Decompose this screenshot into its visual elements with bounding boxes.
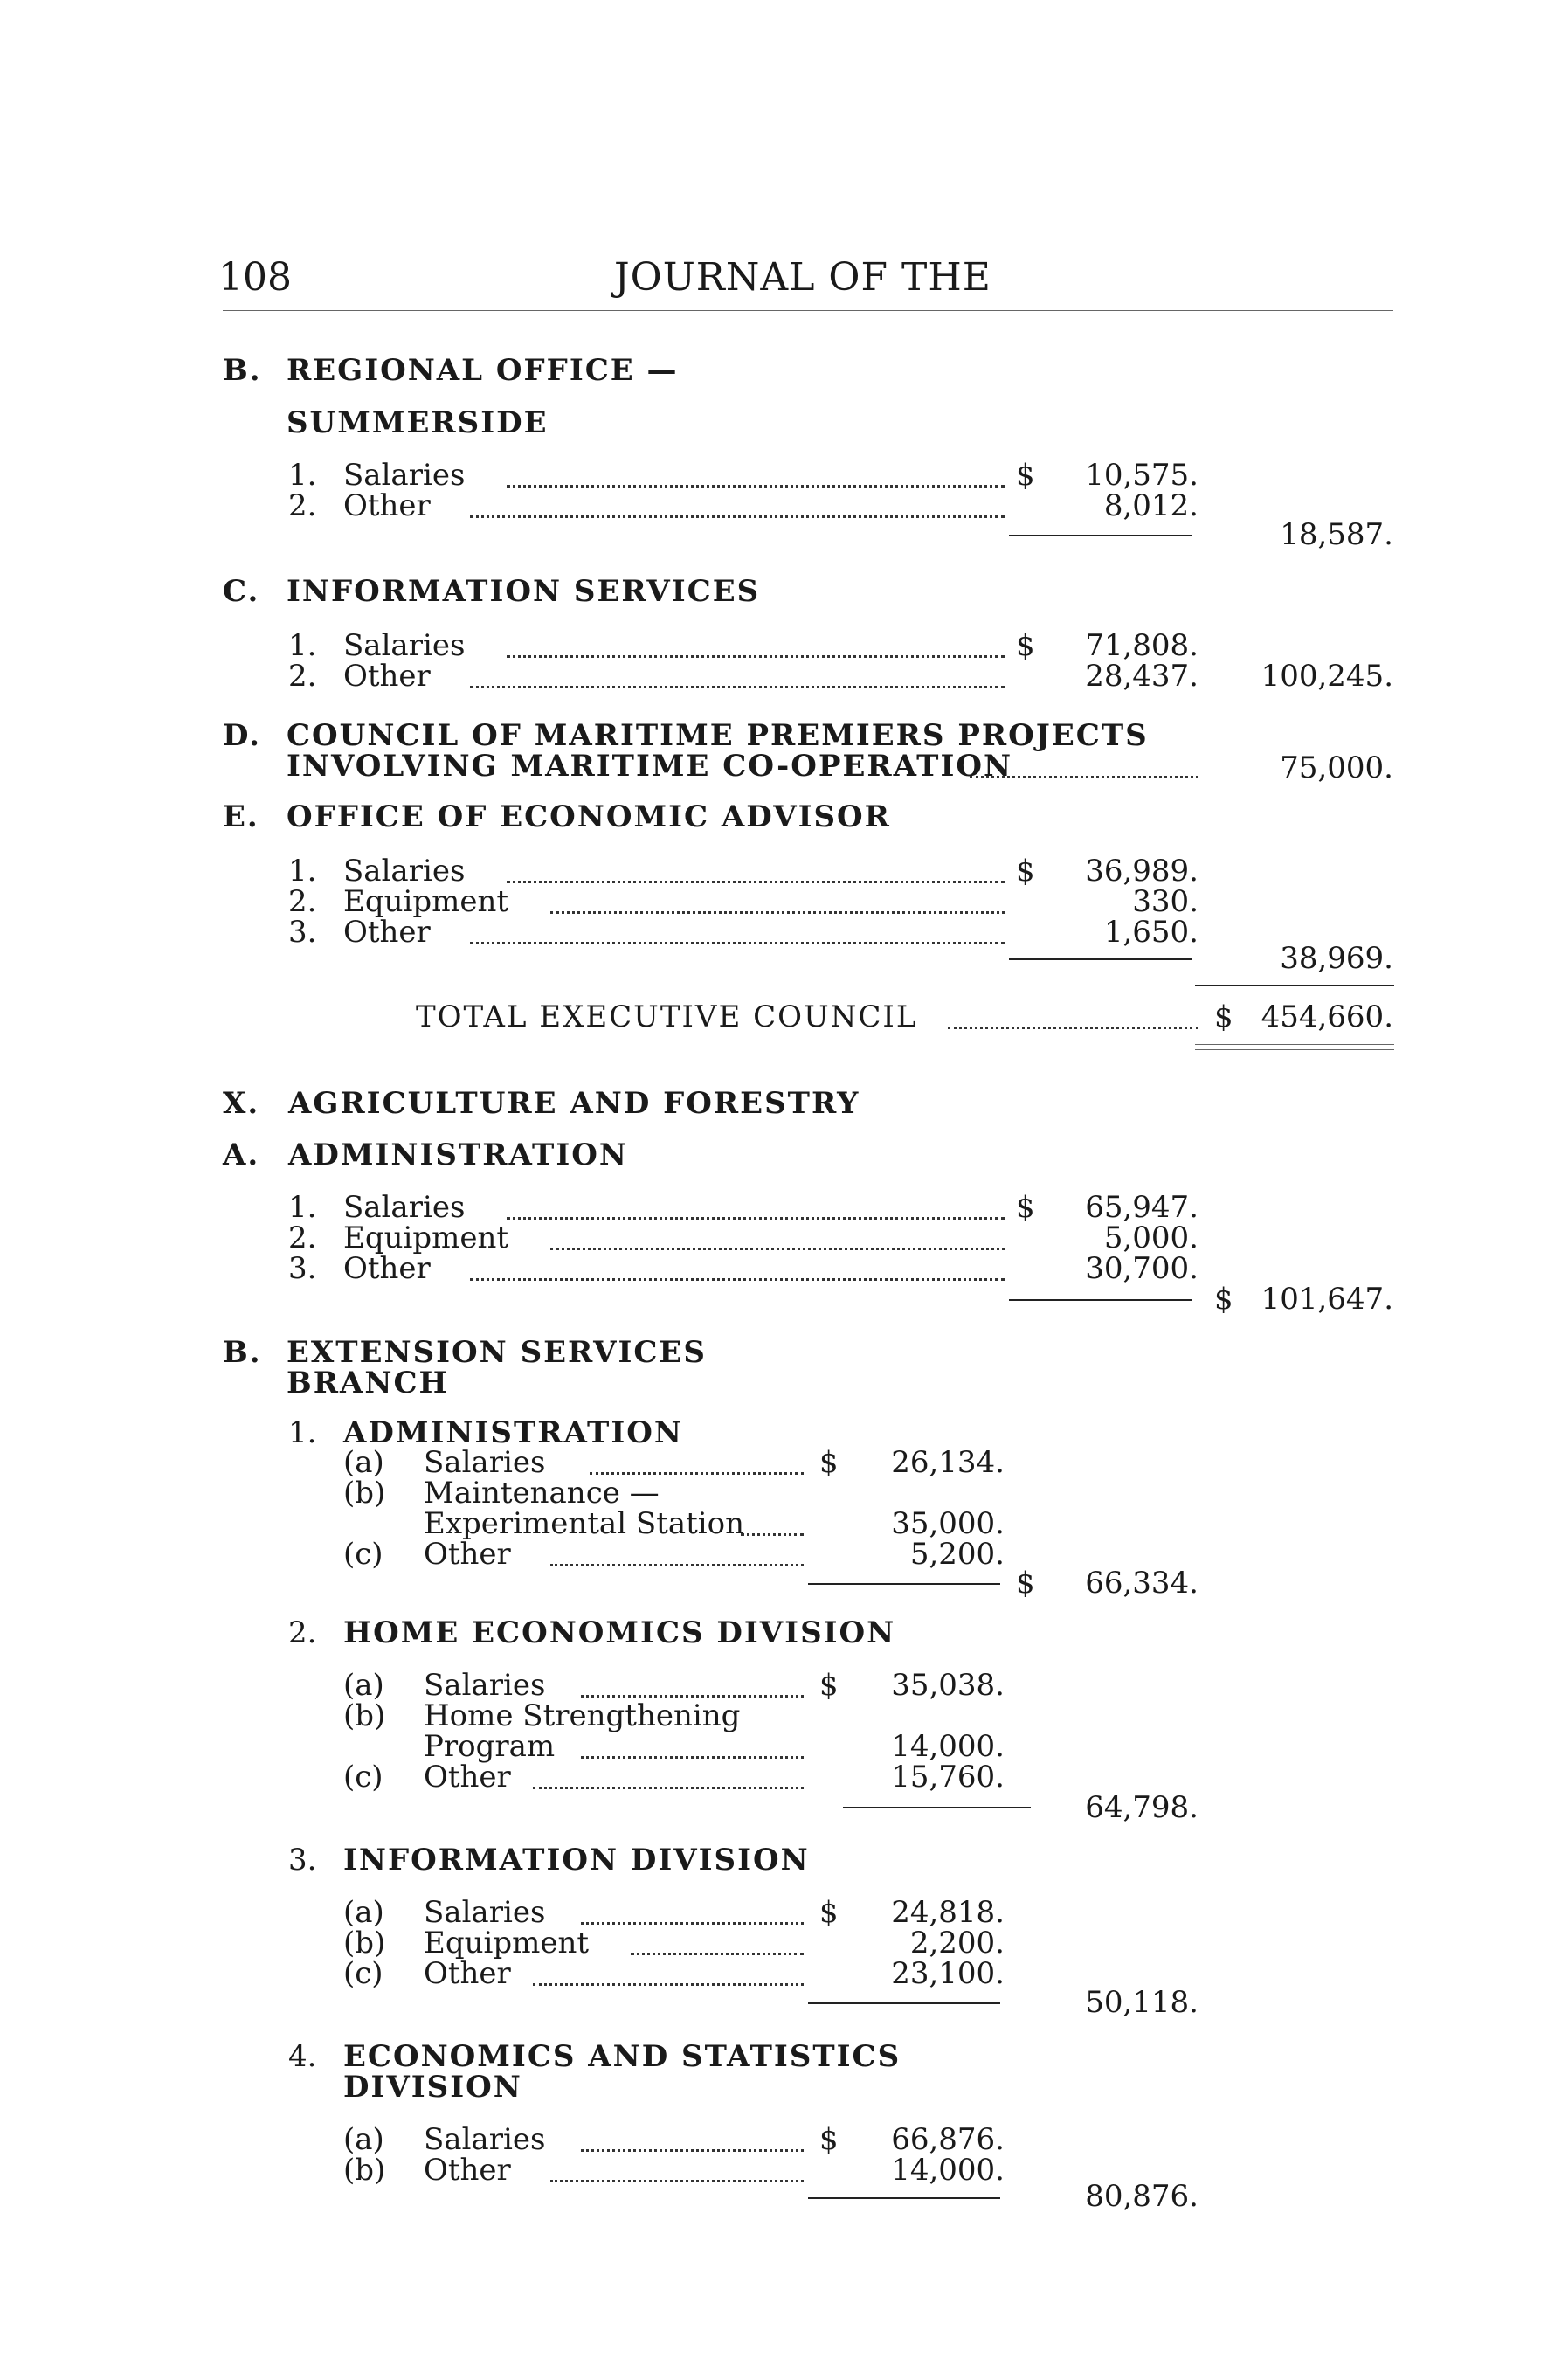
item-number: (c)	[343, 1956, 383, 1991]
dollar-sign: $	[1016, 1566, 1035, 1601]
dot-leader	[581, 2149, 804, 2152]
item-amount: 24,818.	[891, 1895, 1005, 1930]
section-letter: E.	[223, 799, 259, 834]
double-rule	[1195, 1044, 1394, 1045]
item-label-continued: Experimental Station	[424, 1506, 745, 1541]
item-amount: 66,876.	[891, 2122, 1005, 2157]
dot-leader	[970, 776, 1198, 778]
item-amount: 5,000.	[1103, 1221, 1198, 1255]
item-number: (c)	[343, 1760, 383, 1794]
item-amount: 15,760.	[891, 1760, 1005, 1794]
dollar-sign: $	[1214, 999, 1233, 1034]
item-label-continued: Program	[424, 1729, 556, 1764]
dot-leader	[550, 2180, 804, 2182]
item-number: (a)	[343, 1895, 384, 1930]
section-title: EXTENSION SERVICES	[287, 1335, 707, 1370]
subsection-number: 1.	[288, 1415, 317, 1450]
dot-leader	[631, 1953, 804, 1955]
item-number: 3.	[288, 1251, 317, 1286]
dot-leader	[507, 1217, 1005, 1220]
dot-leader	[470, 515, 1005, 518]
dot-leader	[550, 1248, 1005, 1250]
subsection-total: 64,798.	[1085, 1790, 1198, 1825]
item-label: Salaries	[424, 1668, 546, 1703]
dot-leader	[948, 1027, 1198, 1029]
item-label: Equipment	[424, 1926, 590, 1960]
item-amount: 36,989.	[1085, 854, 1198, 889]
subtotal-rule	[808, 2002, 1000, 2004]
section-letter: A.	[223, 1138, 260, 1172]
item-number: 2.	[288, 884, 317, 919]
item-label: Other	[424, 2153, 511, 2188]
subsection-number: 4.	[288, 2039, 317, 2074]
item-amount: 35,000.	[891, 1506, 1005, 1541]
item-number: 1.	[288, 458, 317, 493]
subsection-title: ADMINISTRATION	[343, 1415, 683, 1450]
dot-leader	[581, 1922, 804, 1925]
subtotal-rule	[1009, 1299, 1192, 1301]
item-amount: 71,808.	[1085, 628, 1198, 663]
dot-leader	[470, 1278, 1005, 1281]
item-number: (b)	[343, 1476, 386, 1511]
item-amount: 1,650.	[1103, 915, 1198, 950]
item-label: Other	[343, 1251, 431, 1286]
section-title: OFFICE OF ECONOMIC ADVISOR	[287, 799, 891, 834]
item-label: Equipment	[343, 1221, 509, 1255]
item-number: (b)	[343, 1926, 386, 1960]
item-number: (b)	[343, 1698, 386, 1733]
item-number: (c)	[343, 1537, 383, 1572]
item-label: Maintenance —	[424, 1476, 660, 1511]
grand-total-label: TOTAL EXECUTIVE COUNCIL	[416, 999, 918, 1034]
section-total: 18,587.	[1280, 517, 1393, 552]
item-label: Salaries	[343, 1190, 466, 1225]
header-rule	[223, 310, 1393, 311]
grand-total-amount: 454,660.	[1261, 999, 1393, 1034]
section-title: INFORMATION SERVICES	[287, 574, 761, 609]
section-total: 101,647.	[1261, 1282, 1393, 1317]
page-title: JOURNAL OF THE	[614, 255, 991, 300]
item-number: 1.	[288, 1190, 317, 1225]
dot-leader	[470, 942, 1005, 944]
item-number: (b)	[343, 2153, 386, 2188]
subtotal-rule	[1009, 535, 1192, 536]
item-number: 2.	[288, 659, 317, 694]
dot-leader	[581, 1695, 804, 1698]
dot-leader	[533, 1983, 804, 1986]
item-amount: 2,200.	[909, 1926, 1005, 1960]
subsection-total: 66,334.	[1085, 1566, 1198, 1601]
subsection-total: 80,876.	[1085, 2179, 1198, 2214]
item-amount: 26,134.	[891, 1445, 1005, 1480]
item-label: Salaries	[424, 1895, 546, 1930]
item-number: (a)	[343, 1445, 384, 1480]
item-amount: 65,947.	[1085, 1190, 1198, 1225]
item-number: 2.	[288, 488, 317, 523]
section-title: AGRICULTURE AND FORESTRY	[288, 1086, 860, 1121]
item-number: 1.	[288, 628, 317, 663]
item-label: Other	[424, 1956, 511, 1991]
subtotal-rule	[1009, 958, 1192, 960]
subsection-title: INFORMATION DIVISION	[343, 1843, 810, 1877]
dot-leader	[590, 1472, 804, 1475]
double-rule	[1195, 1049, 1394, 1050]
page-number: 108	[218, 255, 292, 300]
subsection-title: ECONOMICS AND STATISTICS	[343, 2039, 901, 2074]
dollar-sign: $	[819, 1668, 839, 1703]
dollar-sign: $	[1016, 854, 1035, 889]
section-total: 38,969.	[1280, 941, 1393, 976]
subsection-number: 2.	[288, 1615, 317, 1650]
section-title: BRANCH	[287, 1366, 449, 1400]
section-letter: X.	[223, 1086, 260, 1121]
dollar-sign: $	[1016, 628, 1035, 663]
subsection-title: HOME ECONOMICS DIVISION	[343, 1615, 896, 1650]
dot-leader	[533, 1787, 804, 1789]
subsection-title: DIVISION	[343, 2070, 522, 2105]
item-amount: 14,000.	[891, 1729, 1005, 1764]
section-title: INVOLVING MARITIME CO-OPERATION	[287, 749, 1013, 784]
total-rule	[1195, 985, 1394, 986]
section-letter: B.	[223, 1335, 262, 1370]
item-number: 2.	[288, 1221, 317, 1255]
section-letter: C.	[223, 574, 260, 609]
dot-leader	[550, 1564, 804, 1566]
dot-leader	[507, 881, 1005, 883]
item-label: Other	[424, 1537, 511, 1572]
item-amount: 10,575.	[1085, 458, 1198, 493]
item-amount: 23,100.	[891, 1956, 1005, 1991]
dollar-sign: $	[819, 2122, 839, 2157]
item-label: Other	[343, 659, 431, 694]
subtotal-rule	[843, 1807, 1031, 1808]
dot-leader	[581, 1756, 804, 1759]
subtotal-rule	[808, 2197, 1000, 2199]
item-label: Other	[424, 1760, 511, 1794]
section-total: 75,000.	[1280, 750, 1393, 785]
section-title: SUMMERSIDE	[287, 405, 549, 440]
item-amount: 14,000.	[891, 2153, 1005, 2188]
subtotal-rule	[808, 1583, 1000, 1585]
dot-leader	[507, 485, 1005, 488]
item-label: Home Strengthening	[424, 1698, 741, 1733]
section-title: ADMINISTRATION	[288, 1138, 628, 1172]
section-letter: B.	[223, 353, 262, 388]
item-label: Salaries	[343, 458, 466, 493]
dollar-sign: $	[819, 1895, 839, 1930]
item-number: (a)	[343, 2122, 384, 2157]
item-amount: 5,200.	[909, 1537, 1005, 1572]
subsection-number: 3.	[288, 1843, 317, 1877]
item-amount: 28,437.	[1085, 659, 1198, 694]
item-label: Salaries	[424, 1445, 546, 1480]
dot-leader	[741, 1533, 804, 1536]
section-letter: D.	[223, 718, 262, 753]
item-amount: 30,700.	[1085, 1251, 1198, 1286]
item-label: Other	[343, 915, 431, 950]
item-number: 3.	[288, 915, 317, 950]
dot-leader	[470, 686, 1005, 688]
item-label: Salaries	[343, 628, 466, 663]
dot-leader	[550, 911, 1005, 914]
item-amount: 330.	[1132, 884, 1198, 919]
item-label: Salaries	[343, 854, 466, 889]
item-label: Salaries	[424, 2122, 546, 2157]
item-label: Equipment	[343, 884, 509, 919]
item-number: (a)	[343, 1668, 384, 1703]
item-amount: 35,038.	[891, 1668, 1005, 1703]
dollar-sign: $	[819, 1445, 839, 1480]
section-title: REGIONAL OFFICE —	[287, 353, 679, 388]
item-number: 1.	[288, 854, 317, 889]
subsection-total: 50,118.	[1085, 1985, 1198, 2020]
dollar-sign: $	[1214, 1282, 1233, 1317]
dollar-sign: $	[1016, 1190, 1035, 1225]
dollar-sign: $	[1016, 458, 1035, 493]
dot-leader	[507, 655, 1005, 658]
section-title: COUNCIL OF MARITIME PREMIERS PROJECTS	[287, 718, 1149, 753]
item-amount: 8,012.	[1103, 488, 1198, 523]
section-total: 100,245.	[1261, 659, 1393, 694]
item-label: Other	[343, 488, 431, 523]
